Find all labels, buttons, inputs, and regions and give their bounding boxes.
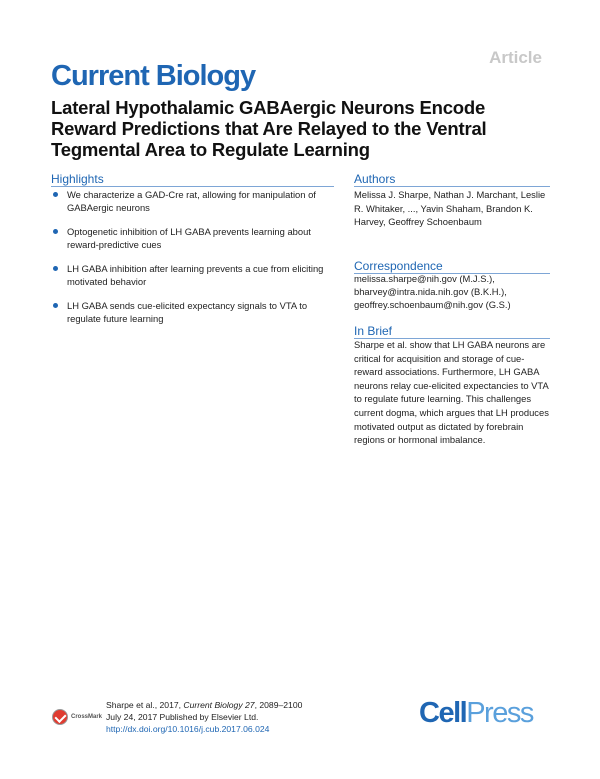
correspondence-emails bbox=[354, 272, 550, 311]
highlight-text: We characterize a GAD-Cre rat, allowing for manipulation of GABAergic neurons bbox=[67, 189, 316, 213]
journal-title: Current Biology bbox=[51, 60, 256, 92]
paper-title: Lateral Hypothalamic GABAergic Neurons Encode Reward Predictions that Are Relayed to the Ventral Tegmental Area to Regulate Learning bbox=[51, 97, 487, 160]
crossmark-badge[interactable] bbox=[52, 708, 106, 726]
highlight-text: LH GABA inhibition after learning prevents a cue from eliciting motivated behavior bbox=[67, 263, 324, 287]
citation-volume: 27 bbox=[245, 700, 255, 710]
bullet-icon bbox=[53, 192, 58, 197]
citation-pages: , 2089–2100 bbox=[254, 700, 303, 710]
highlight-item bbox=[51, 299, 341, 325]
bullet-icon bbox=[53, 266, 58, 271]
cellpress-logo-cell: Cell bbox=[419, 697, 467, 729]
cellpress-logo bbox=[419, 697, 533, 730]
highlights-rule bbox=[51, 186, 334, 187]
correspondence-heading: Correspondence bbox=[354, 259, 443, 273]
in-brief-heading: In Brief bbox=[354, 324, 393, 338]
bullet-icon bbox=[53, 229, 58, 234]
highlights-list bbox=[51, 188, 341, 336]
authors-rule bbox=[354, 186, 550, 187]
highlight-item bbox=[51, 188, 341, 214]
email-link[interactable]: bharvey@intra.nida.nih.gov (B.K.H.), bbox=[354, 286, 507, 297]
bullet-icon bbox=[53, 303, 58, 308]
email-link[interactable]: melissa.sharpe@nih.gov (M.J.S.), bbox=[354, 273, 495, 284]
in-brief-text: Sharpe et al. show that LH GABA neurons are critical for acquisition and storage of cue-reward associations. Furthermore, LH GABA neurons relay cue-elicited expectancies to VTA to regulate future learning. This challenges current dogma, which argues that LH produces motivated output as dictated by forebrain regions or hormonal imbalance. bbox=[354, 339, 549, 446]
citation-block bbox=[106, 699, 366, 735]
highlight-text: LH GABA sends cue-elicited expectancy signals to VTA to regulate future learning bbox=[67, 300, 308, 324]
highlight-item bbox=[51, 225, 341, 251]
cellpress-logo-press: Press bbox=[466, 697, 533, 729]
article-label: Article bbox=[489, 48, 542, 67]
email-link[interactable]: geoffrey.schoenbaum@nih.gov (G.S.) bbox=[354, 299, 511, 310]
citation-line-1 bbox=[106, 699, 366, 711]
citation-journal: Current Biology bbox=[183, 700, 243, 710]
highlight-text: Optogenetic inhibition of LH GABA prevents learning about reward-predictive cues bbox=[67, 226, 311, 250]
crossmark-label: CrossMark bbox=[71, 714, 103, 720]
citation-line-2: July 24, 2017 Published by Elsevier Ltd. bbox=[106, 712, 259, 722]
doi-link[interactable]: http://dx.doi.org/10.1016/j.cub.2017.06.024 bbox=[106, 724, 270, 734]
authors-text: Melissa J. Sharpe, Nathan J. Marchant, Leslie R. Whitaker, ..., Yavin Shaham, Brandon K. Harvey, Geoffrey Schoenbaum bbox=[354, 189, 546, 228]
citation-prefix: Sharpe et al., 2017, bbox=[106, 700, 182, 710]
highlight-item bbox=[51, 262, 341, 288]
highlights-heading: Highlights bbox=[51, 172, 104, 186]
crossmark-icon bbox=[52, 709, 68, 725]
authors-heading: Authors bbox=[354, 172, 396, 186]
